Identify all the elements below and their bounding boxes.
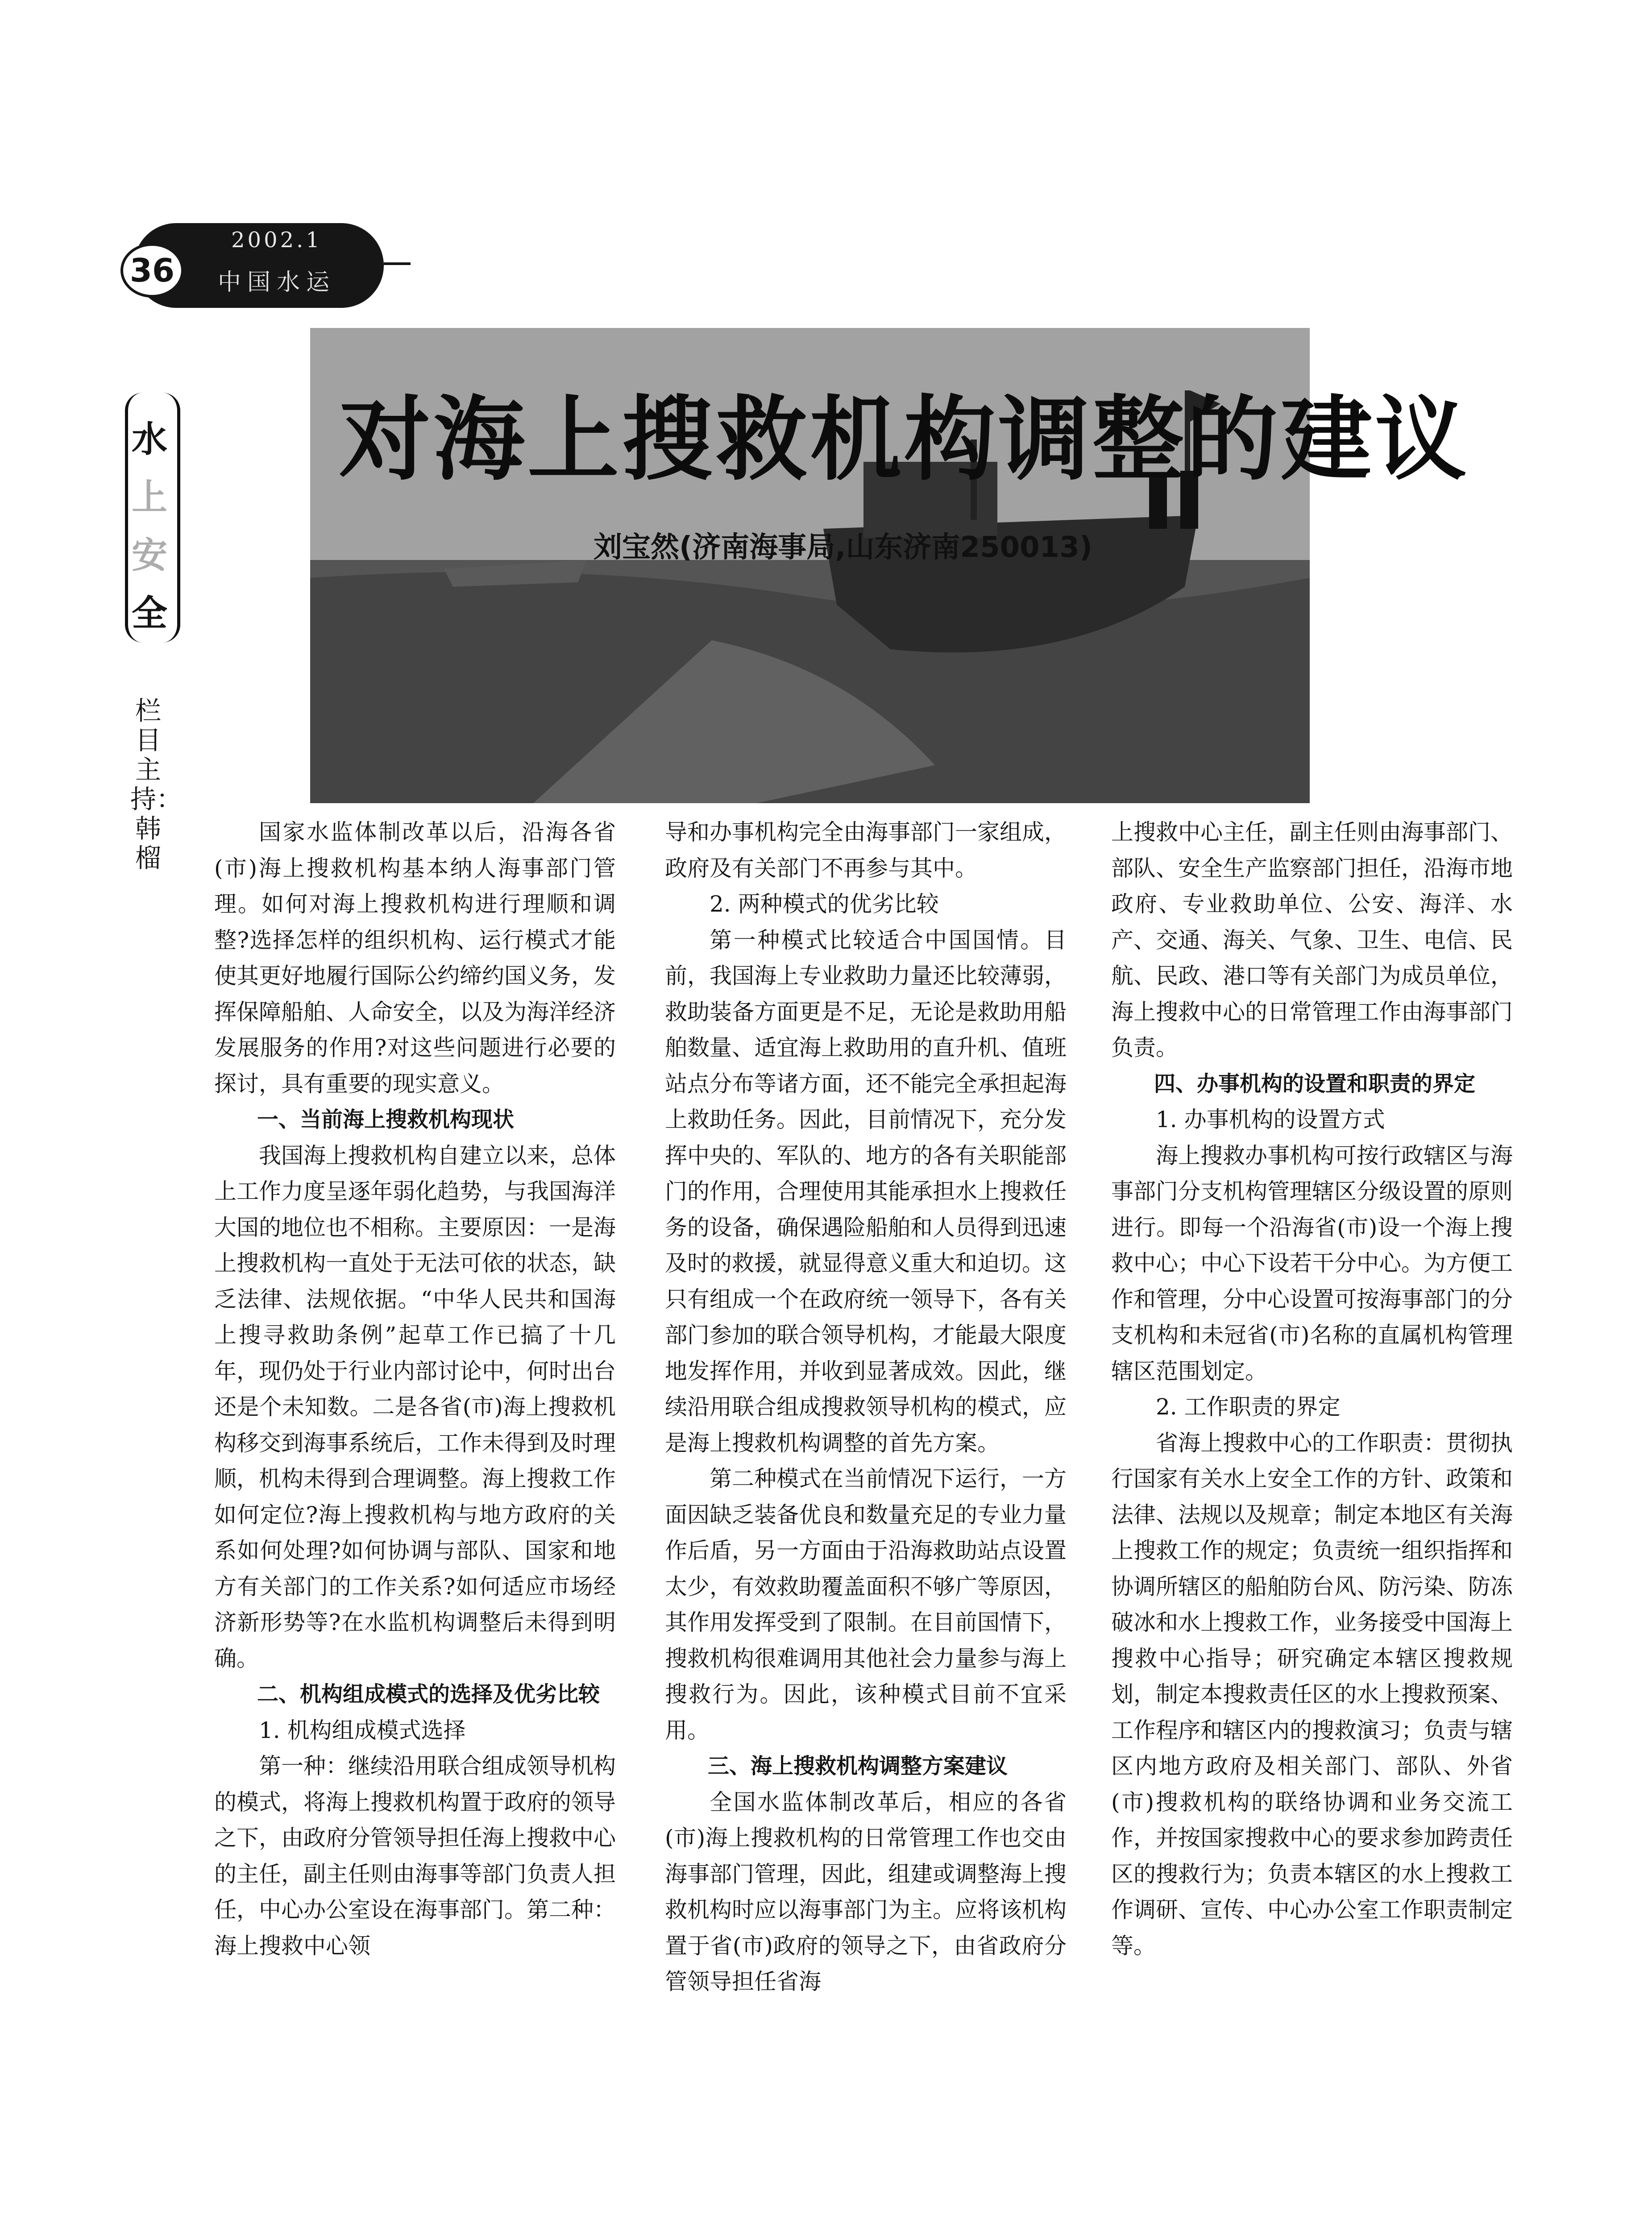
page-number: 36 bbox=[120, 243, 184, 298]
body-paragraph: 上搜救中心主任，副主任则由海事部门、部队、安全生产监察部门担任，沿海市地政府、专业救助单位、公安、海洋、水产、交通、海关、气象、卫生、电信、民航、民政、港口等有关部门为成员单位，海上搜救中心的日常管理工作由海事部门负责。 bbox=[1111, 819, 1513, 1061]
body-paragraph: 1. 机构组成模式选择 bbox=[259, 1717, 466, 1743]
body-paragraph: 我国海上搜救机构自建立以来，总体上工作力度呈逐年弱化趋势，与我国海洋大国的地位也不相称。主要原因：一是海上搜救机构一直处于无法可依的状态，缺乏法律、法规依据。“中华人民共和国海上搜寻救助条例”起草工作已搞了十几年，现仍处于行业内部讨论中，何时出台还是个未知数。二是各省(市)海上搜救机构移交到海事系统后，工作未得到及时理顺，机构未得到合理调整。海上搜救工作如何定位?海上搜救机构与地方政府的关系如何处理?如何协调与部队、国家和地方有关部门的工作关系?如何适应市场经济新形势等?在水监机构调整后未得到明确。 bbox=[214, 1142, 616, 1671]
body-column-2 bbox=[665, 814, 1067, 2000]
body-paragraph: 1. 办事机构的设置方式 bbox=[1156, 1107, 1385, 1132]
body-paragraph: 第一种：继续沿用联合组成领导机构的模式，将海上搜救机构置于政府的领导之下，由政府分管领导担任海上搜救中心的主任，副主任则由海事等部门负责人担任，中心办公室设在海事部门。第二种：海上搜救中心领 bbox=[214, 1753, 616, 1959]
issue-date: 2002.1 bbox=[231, 228, 322, 253]
body-paragraph: 导和办事机构完全由海事部门一家组成，政府及有关部门不再参与其中。 bbox=[665, 819, 1067, 881]
column-name-char: 上 bbox=[132, 477, 167, 518]
body-column-1 bbox=[214, 814, 616, 1964]
magazine-name: 中国水运 bbox=[217, 269, 336, 296]
article-title: 对海上搜救机构调整的建议 bbox=[339, 387, 1469, 493]
section-heading: 三、海上搜救机构调整方案建议 bbox=[708, 1754, 1008, 1779]
section-heading: 二、机构组成模式的选择及优劣比较 bbox=[257, 1682, 600, 1707]
column-host: 栏目主持：韩榴 bbox=[130, 696, 183, 873]
badge-rule bbox=[384, 262, 411, 265]
body-paragraph: 2. 工作职责的界定 bbox=[1156, 1394, 1341, 1420]
column-name-char: 全 bbox=[132, 593, 167, 634]
column-name-char: 安 bbox=[132, 535, 167, 576]
body-paragraph: 国家水监体制改革以后，沿海各省(市)海上搜救机构基本纳人海事部门管理。如何对海上搜救机构进行理顺和调整?选择怎样的组织机构、运行模式才能使其更好地履行国际公约缔约国义务，发挥保障船舶、人命安全，以及为海洋经济发展服务的作用?对这些问题进行必要的探讨，具有重要的现实意义。 bbox=[214, 819, 616, 1097]
body-paragraph: 海上搜救办事机构可按行政辖区与海事部门分支机构管理辖区分级设置的原则进行。即每一个沿海省(市)设一个海上搜救中心；中心下设若干分中心。为方便工作和管理，分中心设置可按海事部门的分支机构和未冠省(市)名称的直属机构管理辖区范围划定。 bbox=[1111, 1142, 1513, 1384]
body-paragraph: 省海上搜救中心的工作职责：贯彻执行国家有关水上安全工作的方针、政策和法律、法规以及规章；制定本地区有关海上搜救工作的规定；负责统一组织指挥和协调所辖区的船舶防台风、防污染、防冻破冰和水上搜救工作，业务接受中国海上搜救中心指导；研究确定本辖区搜救规划，制定本搜救责任区的水上搜救预案、工作程序和辖区内的搜救演习；负责与辖区内地方政府及相关部门、部队、外省(市)搜救机构的联络协调和业务交流工作，并按国家搜救中心的要求参加跨责任区的搜救行为；负责本辖区的水上搜救工作调研、宣传、中心办公室工作职责制定等。 bbox=[1111, 1430, 1513, 1959]
body-column-3 bbox=[1111, 814, 1513, 1964]
body-paragraph: 全国水监体制改革后，相应的各省(市)海上搜救机构的日常管理工作也交由海事部门管理，因此，组建或调整海上搜救机构时应以海事部门为主。应将该机构置于省(市)政府的领导之下，由省政府分管领导担任省海 bbox=[665, 1789, 1067, 1995]
section-heading: 一、当前海上搜救机构现状 bbox=[257, 1107, 515, 1132]
column-name bbox=[129, 411, 170, 643]
body-paragraph: 2. 两种模式的优劣比较 bbox=[710, 891, 939, 917]
article-author: 刘宝然(济南海事局,山东济南250013) bbox=[594, 531, 1092, 564]
column-name-char: 水 bbox=[132, 419, 167, 460]
section-heading: 四、办事机构的设置和职责的界定 bbox=[1154, 1071, 1476, 1096]
body-paragraph: 第一种模式比较适合中国国情。目前，我国海上专业救助力量还比较薄弱，救助装备方面更是不足，无论是救助用船舶数量、适宜海上救助用的直升机、值班站点分布等诸方面，还不能完全承担起海上救助任务。因此，目前情况下，充分发挥中央的、军队的、地方的各有关职能部门的作用，合理使用其能承担水上搜救任务的设备，确保遇险船舶和人员得到迅速及时的救援，就显得意义重大和迫切。这只有组成一个在政府统一领导下，各有关部门参加的联合领导机构，才能最大限度地发挥作用，并收到显著成效。因此，继续沿用联合组成搜救领导机构的模式，应是海上搜救机构调整的首先方案。 bbox=[665, 927, 1067, 1456]
body-paragraph: 第二种模式在当前情况下运行，一方面因缺乏装备优良和数量充足的专业力量作后盾，另一方面由于沿海救助站点设置太少，有效救助覆盖面积不够广等原因，其作用发挥受到了限制。在目前国情下，搜救机构很难调用其他社会力量参与海上搜救行为。因此，该种模式目前不宜采用。 bbox=[665, 1466, 1067, 1743]
